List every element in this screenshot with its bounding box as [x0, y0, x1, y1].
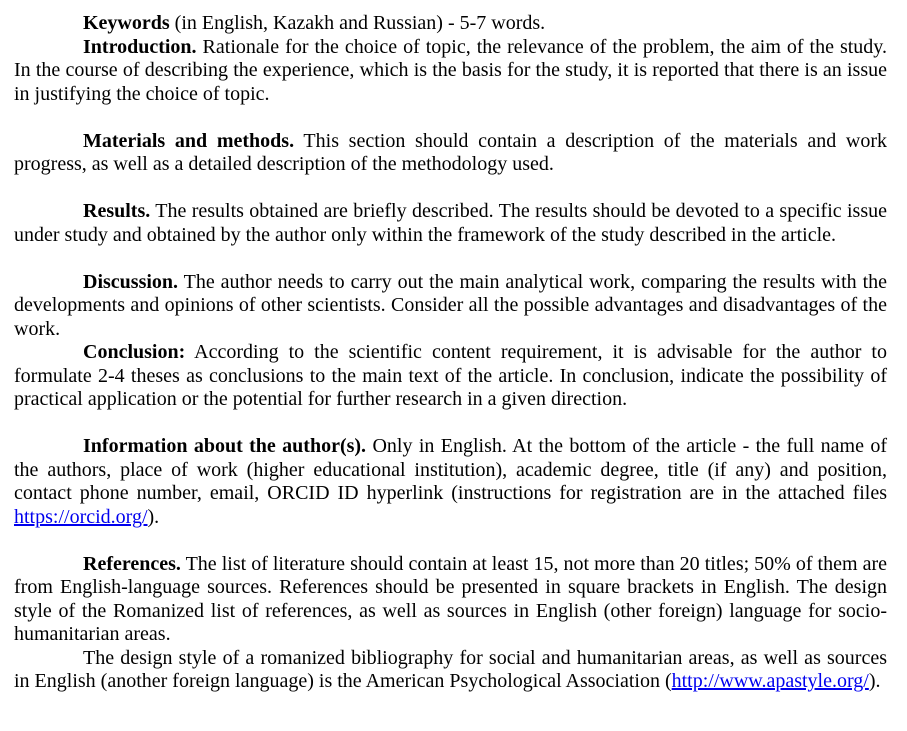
paragraph-body: This section should contain a description of the materials and work progress, as well as a detailed description of the methodology used.	[14, 129, 887, 175]
blank-line	[14, 412, 887, 436]
blank-line	[14, 177, 887, 201]
materials-and-methods-heading: Materials and methods.	[83, 129, 295, 152]
author-info-heading: Information about the author(s).	[83, 435, 367, 457]
blank-line	[14, 106, 887, 130]
paragraph-body: According to the scientific content requirement, it is advisable for the author to formulate 2-4 theses as conclusions to the main text of the article. In conclusion, indicate the possibility of practical application or the potential for further research in a given direction.	[14, 341, 887, 410]
conclusion-heading: Conclusion:	[83, 341, 186, 363]
paragraph-results	[14, 200, 887, 247]
paragraph-discussion	[14, 271, 887, 342]
paragraph-bibliography-style	[14, 647, 887, 694]
paragraph-conclusion	[14, 341, 887, 412]
paragraph-references	[14, 553, 887, 647]
paragraph-body: The list of literature should contain at least 15, not more than 20 titles; 50% of them are from English-language sources. References should be presented in square brackets in English. The design style of the Romanized list of references, as well as sources in English (other foreign) language for socio-humanitarian areas.	[14, 552, 887, 645]
paragraph-keywords	[14, 12, 887, 36]
paragraph-body: Only in English. At the bottom of the article - the full name of the authors, place of work (higher educational institution), academic degree, title (if any) and position, contact phone number, email, ORCID ID hyperlink (instructions for registration are in the attached files	[14, 435, 888, 504]
paragraph-tail: ).	[147, 505, 160, 528]
paragraph-body: The design style of a romanized bibliography for social and humanitarian areas, as well as sources in English (another foreign language) is the American Psychological Association (	[14, 646, 887, 692]
results-heading: Results.	[83, 200, 151, 222]
keywords-heading: Keywords	[83, 12, 170, 34]
introduction-heading: Introduction.	[83, 35, 197, 58]
paragraph-body: Rationale for the choice of topic, the relevance of the problem, the aim of the study. In the course of describing the experience, which is the basis for the study, it is reported that there is an issue in justifying the choice of topic.	[14, 35, 887, 105]
blank-line	[14, 247, 887, 271]
paragraph-body: The author needs to carry out the main analytical work, comparing the results with the developments and opinions of other scientists. Consider all the possible advantages and disadvantages of the work.	[14, 270, 887, 340]
paragraph-materials-and-methods	[14, 130, 887, 177]
references-heading: References.	[83, 552, 181, 575]
apastyle-link[interactable]: http://www.apastyle.org/	[671, 670, 869, 692]
discussion-heading: Discussion.	[83, 270, 179, 293]
orcid-link[interactable]: https://orcid.org/	[14, 505, 148, 528]
paragraph-body: The results obtained are briefly described. The results should be devoted to a specific issue under study and obtained by the author only within the framework of the study described in the article.	[14, 200, 887, 246]
paragraph-body: (in English, Kazakh and Russian) - 5-7 words.	[169, 12, 546, 34]
blank-line	[14, 529, 887, 553]
paragraph-author-info	[14, 435, 887, 529]
paragraph-tail: ).	[868, 670, 881, 692]
paragraph-introduction	[14, 36, 887, 107]
